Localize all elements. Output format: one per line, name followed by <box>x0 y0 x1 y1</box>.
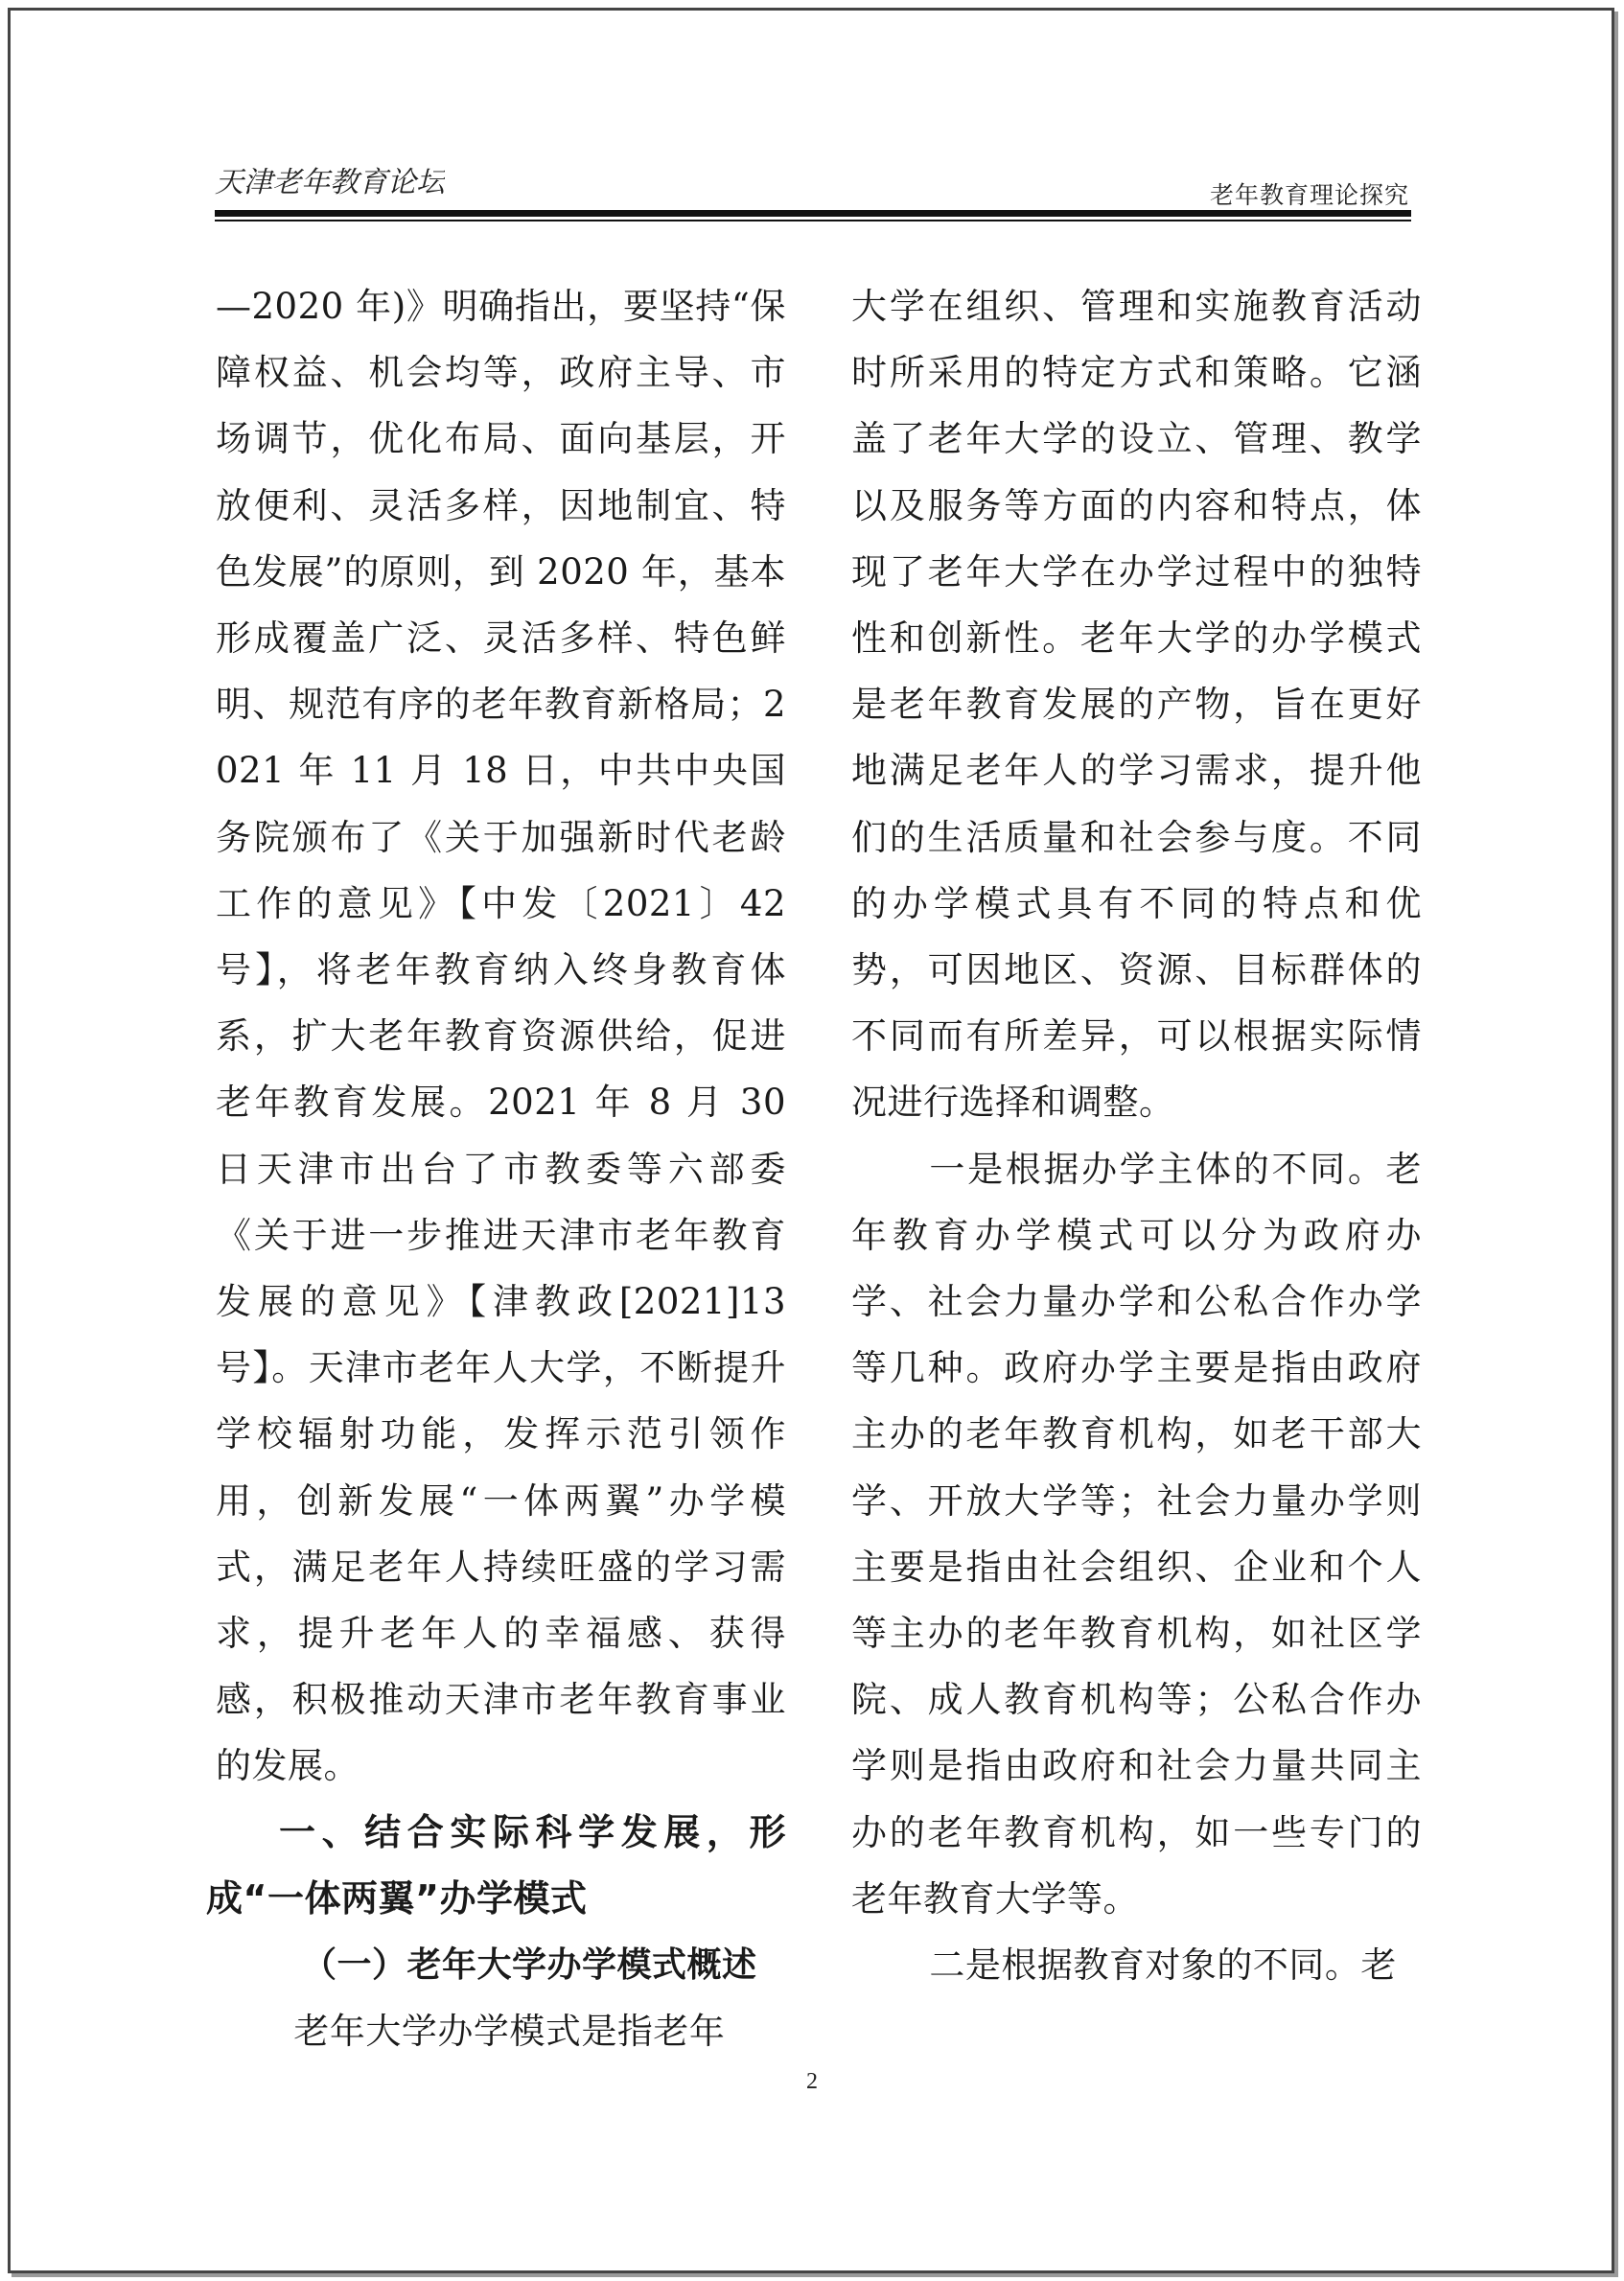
section-title: 老年教育理论探究 <box>1209 182 1409 209</box>
calligraphy-logo <box>215 159 445 201</box>
page-number: 2 <box>806 2069 818 2094</box>
right-paragraph-3: 二是根据教育对象的不同。老 <box>929 1944 1397 1987</box>
left-column <box>206 273 786 2064</box>
left-paragraph-1: —2020 年)》明确指出，要坚持“保障权益、机会均等，政府主导、市场调节，优化布局、面向基层，开放便利、灵活多样，因地制宜、特色发展”的原则，到 2020 年，基本形成覆盖广泛、灵活多样、特色鲜明、规范有序的老年教育新格局；2021 年 11 月 18 日，中共中央国务院颁布了《关于加强新时代老龄工作的意见》【中发〔2021〕42 号】，将老年教育纳入终身教育体系，扩大老年教育资源供给，促进老年教育发展。2021 年 8 月 30 日天津市出台了市教委等六部委《关于进一步推进天津市老年教育发展的意见》【津教政[2021]13 号】。天津市老年人大学，不断提升学校辐射功能，发挥示范引领作用，创新发展“一体两翼”办学模式，满足老年人持续旺盛的学习需求，提升老年人的幸福感、获得感，积极推动天津市老年教育事业的发展。 <box>216 286 786 1787</box>
left-paragraph-2: 老年大学办学模式是指老年 <box>293 2011 726 2053</box>
header-rule-thin <box>215 220 1411 221</box>
subsection-heading-1: （一）老年大学办学模式概述 <box>302 1945 757 1986</box>
right-paragraph-2: 一是根据办学主体的不同。老年教育办学模式可以分为政府办学、社会力量办学和公私合作办学等几种。政府办学主要是指由政府主办的老年教育机构，如老干部大学、开放大学等；社会力量办学则主要是指由社会组织、企业和个人等主办的老年教育机构，如社区学院、成人教育机构等；公私合作办学则是指由政府和社会力量共同主办的老年教育机构，如一些专门的老年教育大学等。 <box>851 1148 1422 1920</box>
right-paragraph-1: 大学在组织、管理和实施教育活动时所采用的特定方式和策略。它涵盖了老年大学的设立、管理、教学以及服务等方面的内容和特点，体现了老年大学在办学过程中的独特性和创新性。老年大学的办学模式是老年教育发展的产物，旨在更好地满足老年人的学习需求，提升他们的生活质量和社会参与度。不同的办学模式具有不同的特点和优势，可因地区、资源、目标群体的不同而有所差异，可以根据实际情况进行选择和调整。 <box>851 286 1422 1124</box>
section-heading-1: 一、结合实际科学发展，形成“一体两翼”办学模式 <box>206 1810 786 1920</box>
logo-text: 天津老年教育论坛 <box>215 166 445 199</box>
header-rule-thick <box>215 210 1411 217</box>
right-column <box>851 273 1422 1998</box>
